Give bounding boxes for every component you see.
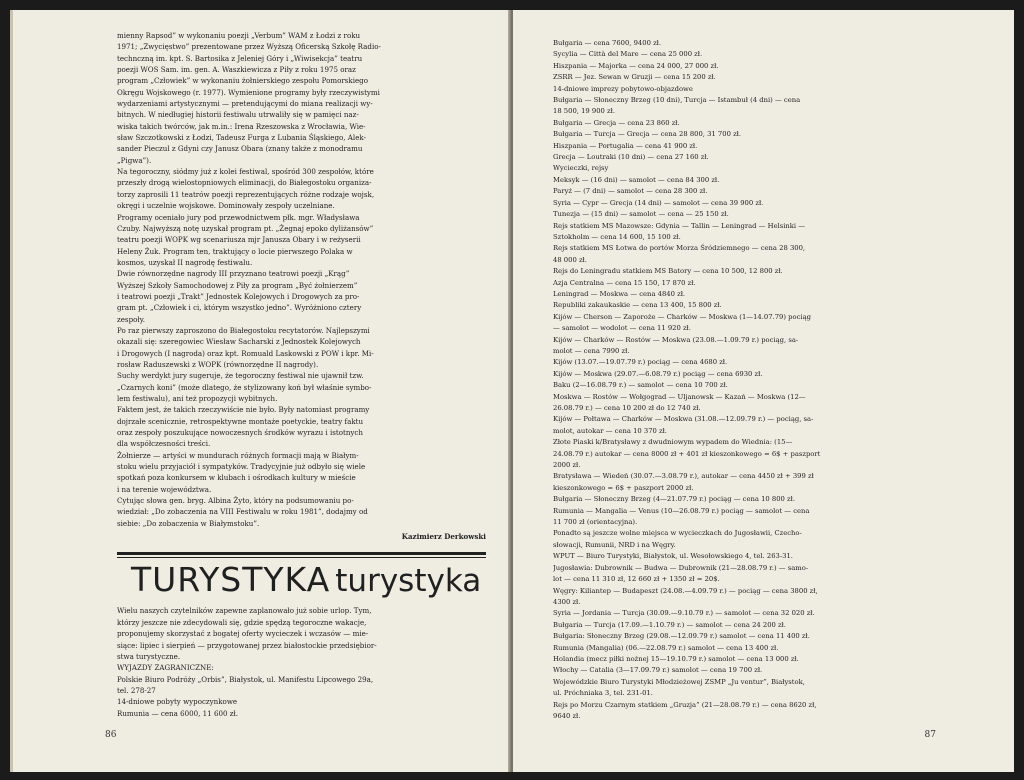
offer-line: Kijów — Cherson — Zaporoże — Charków — Moskwa (1—14.07.79) pociąg: [553, 312, 811, 321]
text-line: „Pigwa”).: [117, 155, 152, 165]
left-page: [10, 10, 510, 772]
text-line: proponujemy skorzystać z bogatej oferty wycieczek i wczasów — mie-: [117, 629, 369, 639]
section-rule-thin: [117, 557, 486, 558]
offer-line: Węgry: Kiliantep — Budapeszt (24.08.—4.09.79 r.) — pociąg — cena 3800 zł,: [553, 586, 818, 595]
text-line: Czuby. Najwyższą notę uzyskał program pt. „Żegnaj epoko dyliżansów”: [117, 223, 374, 233]
article-signature: Kazimierz Derkowski: [401, 532, 486, 542]
offer-line: Kijów — Charków — Rostów — Moskwa (23.08.—1.09.79 r.) pociąg, sa-: [553, 335, 799, 344]
offer-line: Bułgaria — Słoneczny Brzeg (4—21.07.79 r.) pociąg — cena 10 800 zł.: [553, 495, 795, 504]
offer-line: Holandia (mecz piłki nożnej 15—19.10.79 r.) samolot — cena 13 000 zł.: [553, 654, 799, 663]
text-line: tel. 278-27: [117, 685, 156, 695]
offer-line: molot, autokar — cena 10 370 zł.: [553, 426, 667, 435]
offer-line: Azja Centralna — cena 15 150, 17 870 zł.: [553, 278, 696, 287]
offer-line: 26.08.79 r.) — cena 10 200 zł do 12 740 zł.: [553, 404, 701, 412]
offer-line: Kijów — Połtawa — Charków — Moskwa (31.08.—12.09.79 r.) — pociąg, sa-: [553, 415, 814, 424]
offer-line: Bułgaria — Słoneczny Brzeg (10 dni), Turcja — Istambuł (4 dni) — cena: [553, 96, 801, 105]
offer-line: Jugosławia: Dubrownik — Budwa — Dubrownik (21—28.08.79 r.) — samo-: [553, 563, 809, 572]
text-line: wydarzeniami artystycznymi — pretendującymi do miana realizacji wy-: [117, 99, 373, 109]
text-line: siebie: „Do zobaczenia w Białymstoku”.: [117, 518, 260, 528]
offer-line: Rumunia — Mangalia — Venus (10—26.08.79 r.) pociąg — samolot — cena: [553, 506, 810, 515]
offer-line: Moskwa — Rostów — Wołgograd — Uljanowsk — Kazań — Moskwa (12—: [553, 392, 806, 401]
text-line: program „Człowiek” w wykonaniu żołnierskiego zespołu Pomorskiego: [117, 76, 368, 86]
text-line: wiedział: „Do zobaczenia na VIII Festiwalu w roku 1981”, dodajmy od: [117, 507, 368, 517]
offer-line: Wycieczki, rejsy: [553, 164, 609, 173]
offer-line: Meksyk — (16 dni) — samolot — cena 84 300 zł.: [553, 175, 720, 184]
text-line: technczną im. kpt. S. Bartosika z Jeleniej Góry i „Wiwisekcja” teatru: [117, 53, 363, 63]
text-line: Heleny Żuk. Program ten, traktujący o locie pierwszego Polaka w: [117, 246, 353, 256]
page-number-left: 86: [105, 730, 117, 740]
section-rule: [117, 552, 486, 555]
offer-line: Rejs statkiem MS Łotwa do portów Morza Śródziemnego — cena 28 300,: [553, 244, 806, 253]
offer-line: Rejs statkiem MS Mazowsze: Gdynia — Tallin — Leningrad — Helsinki —: [553, 221, 806, 230]
text-line: bitnych. W niedługiej historii festiwalu utrwaliły się w pamięci naz-: [117, 110, 359, 120]
offer-line: ul. Próchniaka 3, tel. 231-01.: [553, 689, 653, 698]
text-line: Suchy werdykt jury sugeruje, że tegoroczny festiwal nie ujawnił tzw.: [117, 371, 364, 381]
offer-line: Bułgaria — cena 7600, 9400 zł.: [553, 39, 662, 47]
text-line: lem festiwalu), ani też propozycji wybitnych.: [117, 394, 278, 403]
offer-line: Grecja — Loutraki (10 dni) — cena 27 160 zł.: [553, 153, 709, 162]
offer-line: Sztokholm — cena 14 600, 15 100 zł.: [553, 232, 681, 241]
offer-line: Bułgaria — Turcja (17.09.—1.10.79 r.) — samolot — cena 24 200 zł.: [553, 620, 786, 629]
offer-line: Tunezja — (15 dni) — samolot — cena — 25 150 zł.: [553, 210, 729, 219]
text-line: wiska takich twórców, jak m.in.: Irena Rzeszowska z Wrocławia, Wie-: [117, 121, 366, 131]
text-line: poezji WOS Sam. im. gen. A. Waszkiewicza z Piły z roku 1975 oraz: [117, 65, 356, 75]
travel-offers-list: [553, 38, 946, 722]
offer-line: — samolot — wodolot — cena 11 920 zł.: [553, 324, 691, 333]
text-line: 1971; „Zwycięstwo” prezentowane przez Wyższą Oficerską Szkołę Radio-: [117, 42, 381, 52]
text-line: i na terenie województwa.: [117, 484, 212, 494]
offer-line: Syria — Cypr — Grecja (14 dni) — samolot — cena 39 900 zł.: [553, 198, 764, 207]
text-line: i teatrowi poezji „Trakt” Jednostek Kolejowych i Drogowych za pro-: [117, 291, 360, 301]
text-line: dla współczesności treści.: [117, 439, 211, 449]
text-line: spotkań poza konkursem w klubach i ośrodkach kultury w mieście: [117, 473, 356, 483]
text-line: 14-dniowe pobyty wypoczynkowe: [117, 697, 238, 707]
offer-line: Kijów (13.07.—19.07.79 r.) pociąg — cena 4680 zł.: [553, 358, 728, 367]
text-line: sander Pieczul z Gdyni czy Janusz Obara (znany także z monodramu: [117, 144, 363, 154]
text-line: oraz zespoły poszukujące nowoczesnych środków wyrazu i istotnych: [117, 428, 363, 438]
offer-line: Baku (2—16.08.79 r.) — samolot — cena 10 700 zł.: [553, 381, 728, 390]
text-line: i Drogowych (I nagroda) oraz kpt. Romuald Laskowski z POW i kpr. Mi-: [117, 348, 374, 358]
text-line: zespoły.: [117, 314, 146, 324]
offer-line: 18 500, 19 900 zł.: [553, 107, 615, 116]
text-line: sław Szczotkowski z Łodzi, Tadeusz Furga z Lubania Śląskiego, Alek-: [117, 133, 366, 143]
offer-line: Rejs do Leningradu statkiem MS Batory — cena 10 500, 12 800 zł.: [553, 267, 783, 276]
offer-line: 24.08.79 r.) autokar — cena 8000 zł + 401 zł kieszonkowego = 6$ + paszport: [553, 449, 821, 458]
text-line: siące: lipiec i sierpień — przygotowanej przez białostockie przedsiębior-: [117, 640, 377, 650]
text-line: okręgi i uczelnie wojskowe. Dominowały zespoły uczelniane.: [117, 201, 335, 211]
offer-line: 48 000 zł.: [553, 255, 587, 264]
offer-line: Złote Piaski k/Bratysławy z dwudniowym wypadem do Wiednia: (15—: [553, 438, 793, 447]
offer-line: Bułgaria — Turcja — Grecja — cena 28 800, 31 700 zł.: [553, 130, 742, 139]
offer-line: Syria — Jordania — Turcja (30.09.—9.10.79 r.) — samolot — cena 32 020 zł.: [553, 609, 815, 618]
offer-line: Kijów — Moskwa (29.07.—6.08.79 r.) pociąg — cena 6930 zł.: [553, 369, 763, 378]
offer-line: WPUT — Biuro Turystyki, Białystok, ul. Wesołowskiego 4, tel. 263-31.: [553, 552, 793, 561]
text-line: przeszły drogą wielostopniowych eliminacji, do Białegostoku organiza-: [117, 178, 372, 188]
offer-line: Wojewódzkie Biuro Turystyki Młodzieżowej ZSMP „Ju ventur”, Białystok,: [553, 677, 805, 686]
text-line: Dwie równorzędne nagrody III przyznano teatrowi poezji „Krąg”: [117, 269, 350, 279]
offer-line: Bułgaria — Grecja — cena 23 860 zł.: [553, 118, 680, 127]
offer-line: Republiki zakaukaskie — cena 13 400, 15 800 zł.: [553, 301, 722, 310]
offer-line: Bułgaria: Słoneczny Brzeg (29.08.—12.09.79 r.) samolot — cena 11 400 zł.: [553, 632, 810, 641]
offer-line: lot — cena 11 310 zł, 12 660 zł + 1350 zł = 20$.: [553, 575, 720, 584]
article-text: [117, 30, 486, 529]
banner-title-upper: TURYSTYKA: [131, 560, 331, 600]
text-line: Wielu naszych czytelników zapewne zaplanowało już sobie urlop. Tym,: [117, 606, 372, 616]
right-page: [513, 10, 1014, 772]
offer-line: Leningrad — Moskwa — cena 4840 zł.: [553, 289, 686, 298]
offer-line: kieszonkowego = 6$ + paszport 2000 zł.: [553, 483, 694, 492]
offer-line: Włochy — Catalia (3—17.09.79 r.) samolot — cena 19 700 zł.: [553, 666, 763, 675]
text-line: dojrzałe scenicznie, retrospektywne montaże poetyckie, teatry faktu: [117, 416, 364, 426]
text-line: torzy zaprosili 11 teatrów poezji reprezentujących różne rodzaje wojsk,: [117, 189, 375, 199]
text-line: Polskie Biuro Podróży „Orbis”, Białystok, ul. Manifestu Lipcowego 29a,: [117, 674, 374, 684]
text-line: Żołnierze — artyści w mundurach różnych formacji mają w Białym-: [117, 450, 359, 460]
text-line: kosmos, uzyskał II nagrodę festiwalu.: [117, 257, 253, 267]
text-line: mienny Rapsod” w wykonaniu poezji „Verbum” WAM z Łodzi z roku: [117, 31, 361, 40]
offer-line: Hiszpania — Majorka — cena 24 000, 27 000 zł.: [553, 61, 719, 70]
text-line: rosław Raduszewski z WOPK (równorzędne II nagrody).: [117, 359, 319, 369]
text-line: Rumunia — cena 6000, 11 600 zł.: [117, 708, 239, 718]
offer-line: 14-dniowe imprezy pobytowo-objazdowe: [553, 84, 693, 93]
text-line: Cytując słowa gen. bryg. Albina Żyto, który na podsumowaniu po-: [117, 496, 354, 506]
offer-line: Paryż — (7 dni) — samolot — cena 28 300 zł.: [553, 187, 708, 196]
text-line: Programy oceniało jury pod przewodnictwem płk. mgr. Władysława: [117, 212, 360, 222]
text-line: Okręgu Wojskowego (r. 1977). Wymienione programy były rzeczywistymi: [117, 87, 380, 97]
offer-line: molot — cena 7990 zł.: [553, 346, 630, 355]
text-line: stoku wielu przyjaciół i sympatyków. Tradycyjnie już odbyło się wiele: [117, 462, 366, 472]
text-line: Wyższej Szkoły Samochodowej z Piły za program „Być żołnierzem”: [117, 280, 358, 290]
tourism-banner: [131, 560, 486, 599]
tourism-intro-text: [117, 605, 486, 718]
banner-title-lower: turystyka: [335, 563, 482, 600]
text-line: „Czarnych koni” (może dlatego, że stylizowany koń był właśnie symbo-: [117, 382, 372, 392]
offer-line: 2000 zł.: [553, 461, 581, 470]
text-line: Na tegoroczny, siódmy już z kolei festiwal, spośród 300 zespołów, które: [117, 167, 374, 177]
text-line: stwa turystyczne.: [117, 651, 181, 661]
text-line: Faktem jest, że takich rzeczywiście nie było. Były natomiast programy: [117, 405, 370, 415]
offer-line: 4300 zł.: [553, 597, 581, 606]
text-line: okazali się: szeregowiec Wiesław Sacharski z Jednostek Kolejowych: [117, 337, 361, 347]
offer-line: Ponadto są jeszcze wolne miejsca w wycieczkach do Jugosławii, Czecho-: [553, 529, 802, 538]
offer-line: 9640 zł.: [553, 711, 581, 720]
offer-line: słowacji, Rumunii, NRD i na Węgry.: [553, 540, 676, 549]
text-line: Po raz pierwszy zaproszono do Białegostoku recytatorów. Najlepszymi: [117, 325, 370, 335]
offer-line: Sycylia — Città del Mare — cena 25 000 zł.: [553, 50, 703, 59]
text-line: gram pt. „Człowiek i ci, którym wszystko jedno”. Wyróżniono cztery: [117, 303, 362, 313]
offer-line: Rejs po Morzu Czarnym statkiem „Gruzja” (21—28.08.79 r.) — cena 8620 zł,: [553, 700, 817, 709]
offer-line: Bratysława — Wiedeń (30.07.—3.08.79 r.), autokar — cena 4450 zł + 399 zł: [553, 472, 814, 481]
offer-line: ZSRR — Jez. Sewan w Gruzji — cena 15 200 zł.: [553, 73, 716, 82]
book-spread: [10, 10, 1014, 772]
offer-line: 11 700 zł (orientacyjna).: [553, 518, 638, 527]
text-line: którzy jeszcze nie zdecydowali się, gdzie spędzą tegoroczne wakacje,: [117, 617, 367, 627]
offer-line: Hiszpania — Portugalia — cena 41 900 zł.: [553, 141, 698, 150]
page-number-right: 87: [924, 730, 936, 740]
text-line: WYJAZDY ZAGRANICZNE:: [117, 663, 214, 673]
offer-line: Rumunia (Mangalia) (06.—22.08.79 r.) samolot — cena 13 400 zł.: [553, 643, 779, 652]
text-line: teatru poezji WOPK wg scenariusza mjr Janusza Obary i w reżyserii: [117, 235, 361, 245]
